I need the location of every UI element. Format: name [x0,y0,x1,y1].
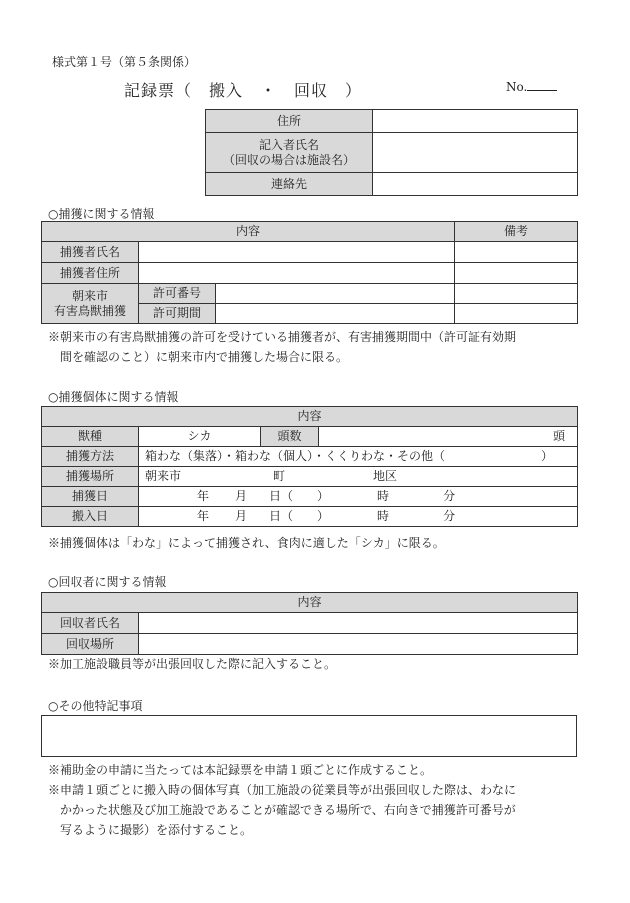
carry-date-day: 日（ ） [269,509,330,523]
permit-number-remarks[interactable] [455,284,578,304]
permit-period-remarks[interactable] [455,304,578,324]
capture-date-day: 日（ ） [269,489,330,503]
other-notes [48,760,516,840]
collector-content-header: 内容 [42,593,578,613]
capture-date-year: 年 [197,489,210,503]
permit-period-label: 許可期間 [139,304,216,324]
hunter-address-remarks[interactable] [455,263,578,284]
hunter-name-field[interactable] [139,242,455,263]
carry-date-hour: 時 [377,509,390,523]
capture-content-header: 内容 [42,222,455,242]
registrant-name-label-line1: 記入者氏名 [258,137,319,152]
capture-date-field[interactable] [139,487,578,507]
capture-section-heading: ○捕獲に関する情報 [48,207,155,221]
capture-note-line2: 間を確認のこと）に朝来市内で捕獲した場合に限る。 [60,350,349,364]
address-label: 住所 [206,110,373,133]
city-permit-label [42,284,139,324]
capture-method-options[interactable]: 箱わな（集落）・箱わな（個人）・くくりわな・その他（ ） [139,447,578,467]
species-label: 獣種 [42,427,139,447]
head-count-label: 頭数 [261,427,319,447]
hunter-address-label: 捕獲者住所 [42,263,139,284]
collector-name-label: 回収者氏名 [42,613,139,634]
other-note2-line2: かかった状態及び加工施設であることが確認できる場所で、右向きで捕獲許可番号が [60,803,516,817]
other-section-heading: ○その他特記事項 [48,699,143,713]
contact-label: 連絡先 [206,173,373,196]
species-value: シカ [139,427,261,447]
collector-note: ※加工施設職員等が出張回収した際に記入すること。 [48,657,337,671]
collection-place-field[interactable] [139,634,578,655]
capture-place-field[interactable] [139,467,578,487]
head-count-unit: 頭 [553,429,566,443]
head-count-field[interactable] [319,427,578,447]
hunter-name-label: 捕獲者氏名 [42,242,139,263]
city-permit-label-line1: 朝来市 [71,288,108,303]
carry-date-month: 月 [235,509,248,523]
other-note2-line3: 写るように撮影）を添付すること。 [60,823,253,837]
capture-date-minute: 分 [443,489,456,503]
registrant-name-label [206,133,373,173]
capture-method-label: 捕獲方法 [42,447,139,467]
permit-period-field[interactable] [216,304,455,324]
individual-table [41,406,578,527]
record-number [506,80,557,94]
other-notes-field[interactable] [41,715,577,757]
record-number-label: No. [506,80,528,94]
capture-date-month: 月 [235,489,248,503]
registrant-name-label-line2: （回収の場合は施設名） [222,152,355,167]
capture-remarks-header: 備考 [455,222,578,242]
registrant-name-field[interactable] [373,133,578,173]
capture-place-district: 地区 [373,469,398,483]
capture-date-label: 捕獲日 [42,487,139,507]
hunter-address-field[interactable] [139,263,455,284]
individual-section-heading: ○捕獲個体に関する情報 [48,390,179,404]
individual-content-header: 内容 [42,407,578,427]
individual-note: ※捕獲個体は「わな」によって捕獲され、食肉に適した「シカ」に限る。 [48,536,445,550]
carry-date-label: 搬入日 [42,507,139,527]
carry-date-year: 年 [197,509,210,523]
record-number-field[interactable] [527,80,557,91]
contact-field[interactable] [373,173,578,196]
other-note1: ※補助金の申請に当たっては本記録票を申請１頭ごとに作成すること。 [48,763,433,777]
collector-section-heading: ○回収者に関する情報 [48,575,167,589]
collector-name-field[interactable] [139,613,578,634]
carry-date-field[interactable] [139,507,578,527]
capture-table [41,221,578,324]
hunter-name-remarks[interactable] [455,242,578,263]
capture-note [48,327,516,367]
form-title: 記録票（ 搬入 ・ 回収 ） [124,81,363,100]
capture-place-town: 町 [273,469,286,483]
collector-table [41,592,578,655]
carry-date-minute: 分 [443,509,456,523]
address-field[interactable] [373,110,578,133]
capture-place-city: 朝来市 [145,469,182,483]
form-number-label: 様式第１号（第５条関係） [52,55,197,69]
permit-number-field[interactable] [216,284,455,304]
registrant-table [205,109,578,196]
capture-note-line1: ※朝来市の有害鳥獣捕獲の許可を受けている捕獲者が、有害捕獲期間中（許可証有効期 [48,330,517,344]
capture-place-label: 捕獲場所 [42,467,139,487]
other-note2-line1: ※申請１頭ごとに搬入時の個体写真（加工施設の従業員等が出張回収した際は、わなに [48,783,517,797]
capture-date-hour: 時 [377,489,390,503]
city-permit-label-line2: 有害鳥獣捕獲 [53,303,126,318]
collection-place-label: 回収場所 [42,634,139,655]
permit-number-label: 許可番号 [139,284,216,304]
